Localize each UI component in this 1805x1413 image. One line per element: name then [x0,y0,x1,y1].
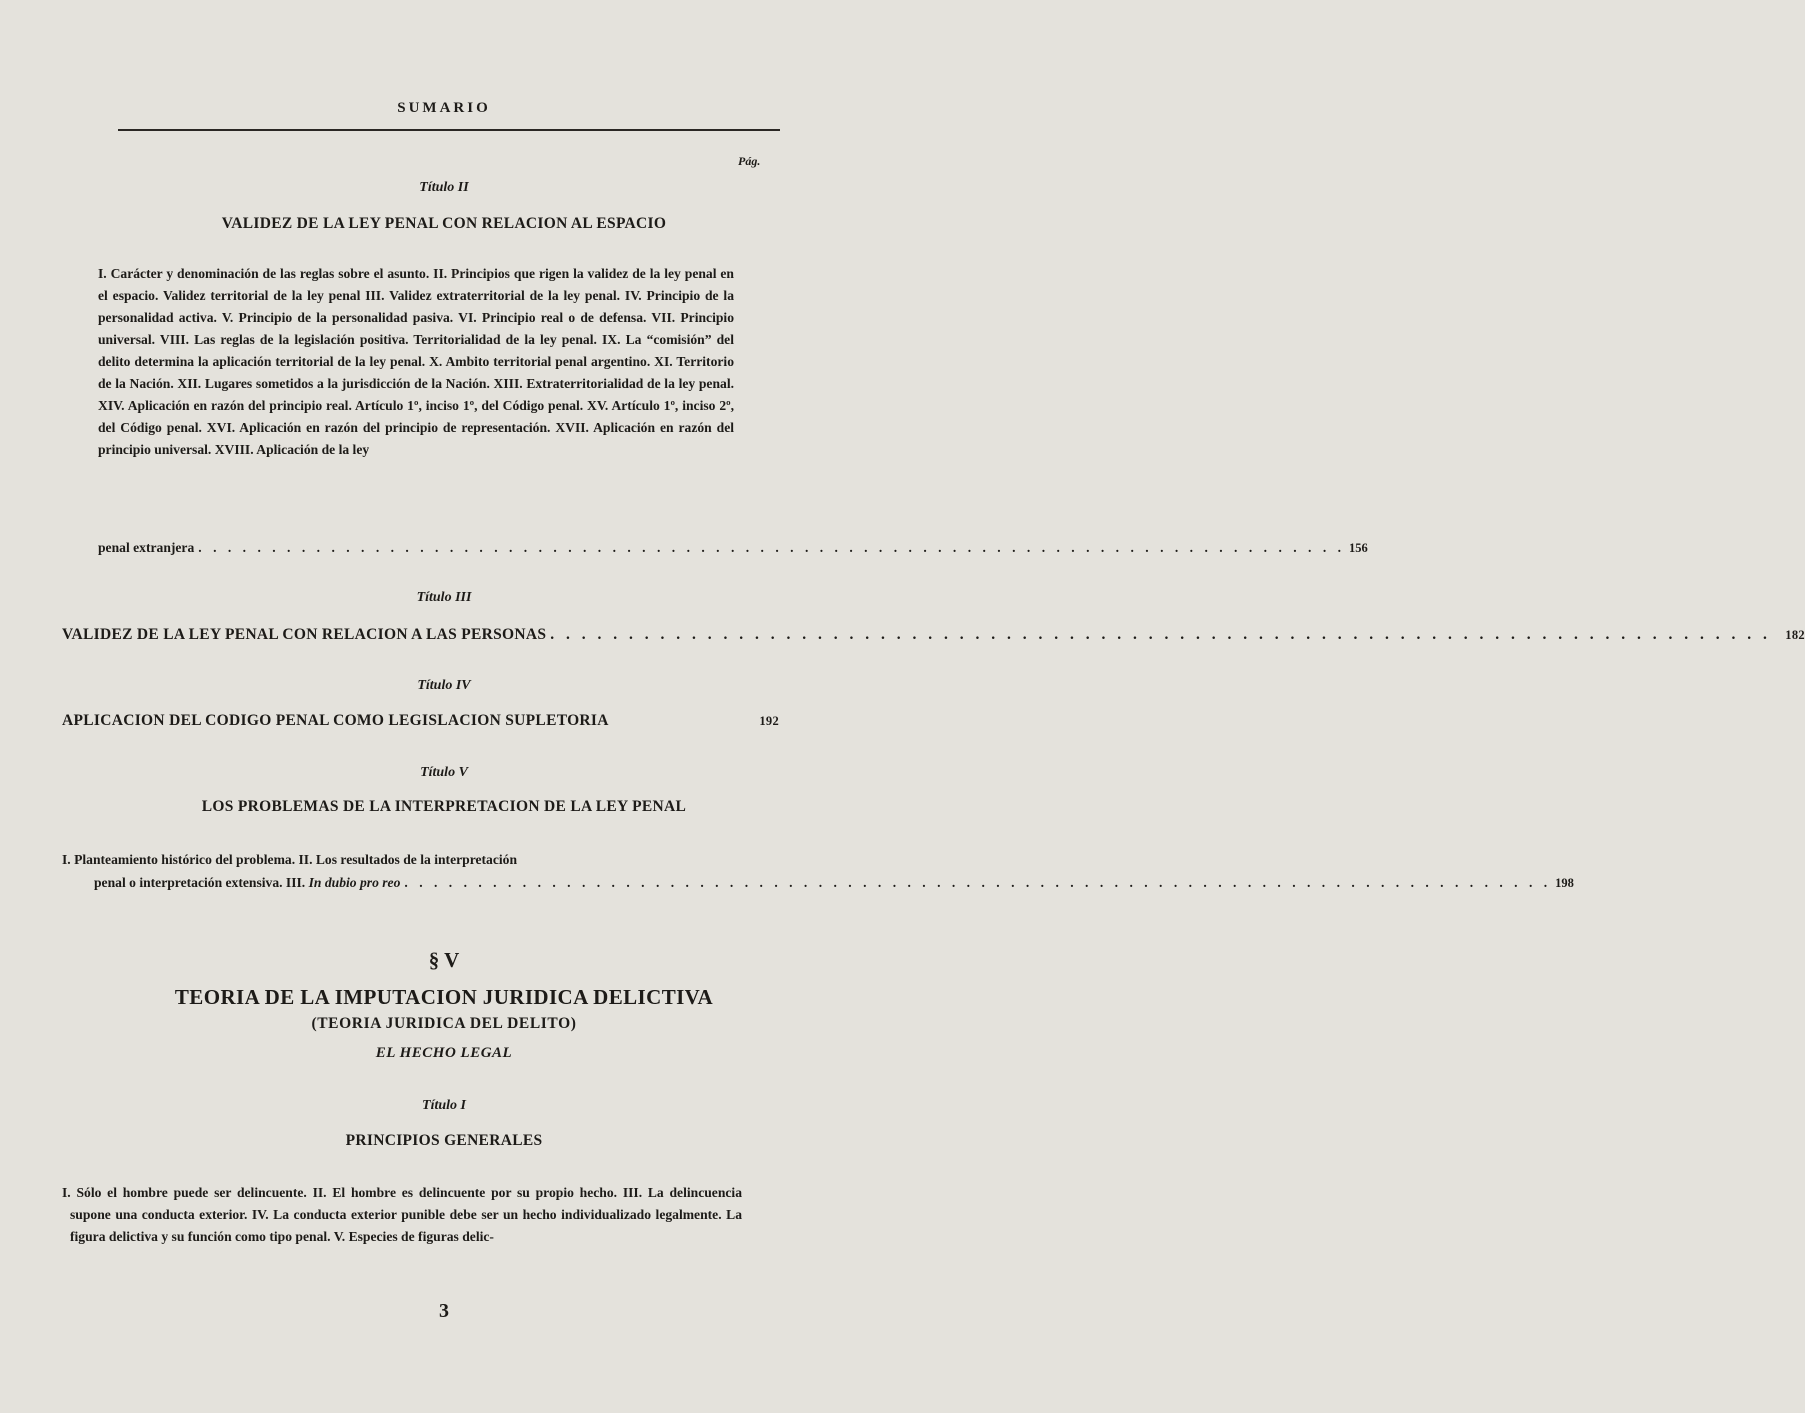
leader-dots: . . . . . . . . . . . . . . . . . . . . . . . . . . . . . . . . . . . . . . . . . . . . . . . . . . . . . . . . . . . . . . . . . . . . . . . . . . . . . . [550,626,1771,643]
titulo-ii-heading: VALIDEZ DE LA LEY PENAL CON RELACION AL ESPACIO [221,215,667,232]
titulo-iii-entry-row [62,626,1805,644]
titulo-iii-page-number: 182 [1785,628,1805,642]
page-number: 3 [439,1300,449,1322]
header-rule [118,129,780,131]
titulo-v-page-number: 198 [1555,876,1574,890]
page-column-label: Pág. [738,154,761,168]
titulo-v-last-line [94,872,400,894]
leader-dots: . . . . . . . . . . . . . . . . . . . . . . . . . . . . . . . . . . . . . . . . . . . . . . . . . . . . . . . . . . . . . . . . . . . . . . . . . . . . . . [404,875,1552,890]
titulo-v-label: Título V [420,765,468,780]
section-sign: § V [428,948,460,972]
titulo-iv-entry-row [62,712,779,730]
titulo-v-contents [62,849,734,871]
page-header-title: SUMARIO [397,100,491,116]
titulo-v-heading: LOS PROBLEMAS DE LA INTERPRETACION DE LA LEY PENAL [201,798,687,815]
titulo-ii-page-number: 156 [1349,541,1368,555]
leader-dots: . . . . . . . . . . . . . . . . . . . . . . . . . . . . . . . . . . . . . . . . . . . . . . . . . . . . . . . . . . . . . . . . . . . . . . . . . . . . . . [198,540,1346,555]
titulo-iv-heading: APLICACION DEL CODIGO PENAL COMO LEGISLACION SUPLETORIA [62,712,609,729]
titulo-v-last-line-prefix: penal o interpretación extensiva. III. [94,875,306,890]
titulo-v-paragraph: I. Planteamiento histórico del problema. II. Los resultados de la interpretación [62,852,518,867]
section-subtitle: (TEORIA JURIDICA DEL DELITO) [311,1015,577,1032]
titulo-iii-heading: VALIDEZ DE LA LEY PENAL CON RELACION A LAS PERSONAS [62,626,547,643]
titulo-ii-last-line: penal extranjera [98,540,195,555]
titulo-iii-label: Título III [416,590,472,605]
titulo-ii-entry-row [98,537,1368,559]
titulo-v-entry-row [94,872,1574,894]
titulo-ii-label: Título II [419,180,469,195]
titulo-ii-paragraph: I. Carácter y denominación de las reglas sobre el asunto. II. Principios que rigen la validez de la ley penal en el espacio. Validez territorial de la ley penal III. Validez extraterritorial de la ley penal. IV. Principio de la personalidad activa. V. Principio de la personalidad pasiva. VI. Principio real o de defensa. VII. Principio universal. VIII. Las reglas de la legislación positiva. Territorialidad de la ley penal. IX. La “comisión” del delito determina la aplicación territorial de la ley penal. X. Ambito territorial penal argentino. XI. Territorio de la Nación. XII. Lugares sometidos a la jurisdicción de la Nación. XIII. Extraterritorialidad de la ley penal. XIV. Aplicación en razón del principio real. Artículo 1º, inciso 1º, del Código penal. XV. Artículo 1º, inciso 2º, del Código penal. XVI. Aplicación en razón del principio de representación. XVII. Aplicación en razón del principio universal. XVIII. Aplicación de la ley [98,266,734,457]
titulo-ii-contents [98,263,734,461]
titulo-iv-label: Título IV [417,678,471,693]
titulo-i-label: Título I [422,1098,466,1113]
section-title: TEORIA DE LA IMPUTACION JURIDICA DELICTIVA [174,985,714,1009]
titulo-iv-page-number: 192 [759,714,779,728]
titulo-i-heading: PRINCIPIOS GENERALES [345,1132,543,1149]
titulo-i-paragraph: I. Sólo el hombre puede ser delincuente. II. El hombre es delincuente por su propio hecho. III. La delincuencia supone una conducta exterior. IV. La conducta exterior punible debe ser un hecho individualizado legalmente. La figura delictiva y su función como tipo penal. V. Especies de figuras delic- [62,1185,742,1244]
section-part-title: EL HECHO LEGAL [375,1045,513,1061]
titulo-v-last-line-italic: In dubio pro reo [308,875,401,890]
